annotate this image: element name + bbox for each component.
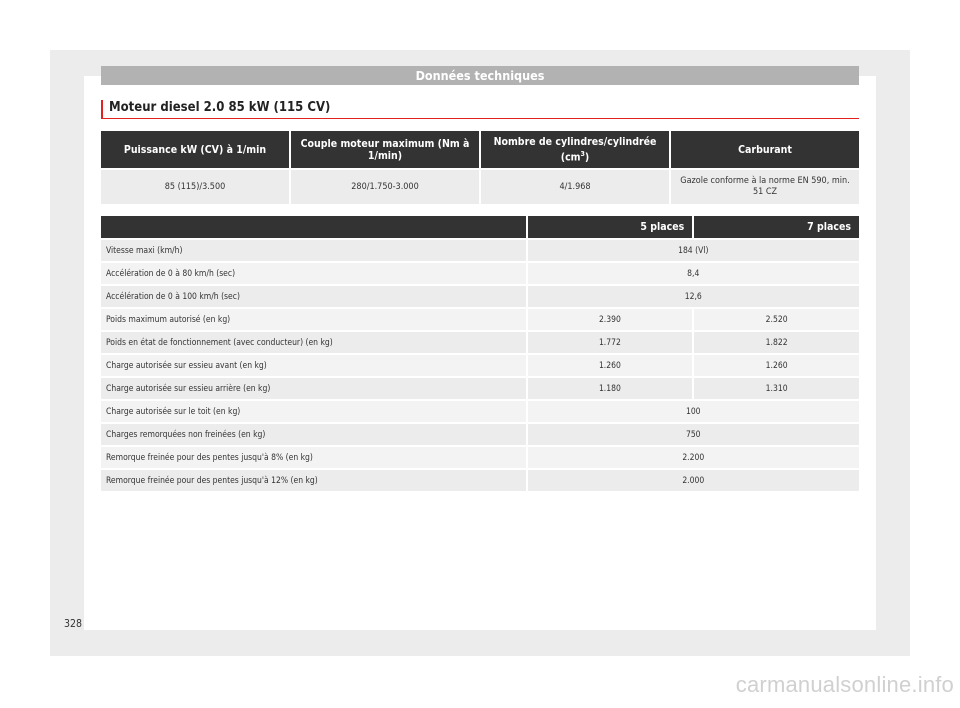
cell-torque: 280/1.750-3.000	[291, 170, 479, 204]
row-label: Charge autorisée sur le toit (en kg)	[101, 401, 526, 422]
header-cylinders-text: Nombre de cylindres/cylindrée (cm	[493, 135, 657, 164]
row-value: 2.000	[528, 470, 859, 491]
row-value-7-places: 1.260	[694, 355, 859, 376]
cell-fuel: Gazole conforme à la norme EN 590, min. 51 CZ	[671, 170, 859, 204]
row-value: 12,6	[528, 286, 859, 307]
header-cylinders	[481, 131, 669, 168]
header-7-places: 7 places	[694, 216, 859, 238]
row-label: Charges remorquées non freinées (en kg)	[101, 424, 526, 445]
table-row	[101, 378, 859, 399]
row-label: Remorque freinée pour des pentes jusqu'à 8% (en kg)	[101, 447, 526, 468]
row-label: Poids en état de fonctionnement (avec conducteur) (en kg)	[101, 332, 526, 353]
row-value-5-places: 1.180	[528, 378, 693, 399]
header-cylinders-sup: 3	[580, 149, 585, 158]
spec-table-header	[101, 216, 859, 238]
cell-power: 85 (115)/3.500	[101, 170, 289, 204]
header-torque: Couple moteur maximum (Nm à 1/min)	[291, 131, 479, 168]
table-row	[101, 240, 859, 261]
table-row	[101, 332, 859, 353]
table-row	[101, 355, 859, 376]
row-value: 750	[528, 424, 859, 445]
table-row	[101, 286, 859, 307]
table-row	[101, 309, 859, 330]
engine-table	[99, 129, 861, 206]
row-label: Charge autorisée sur essieu avant (en kg)	[101, 355, 526, 376]
table-row	[101, 401, 859, 422]
row-value: 184 (Vl)	[528, 240, 859, 261]
header-power: Puissance kW (CV) à 1/min	[101, 131, 289, 168]
row-label: Poids maximum autorisé (en kg)	[101, 309, 526, 330]
row-label: Remorque freinée pour des pentes jusqu'à 12% (en kg)	[101, 470, 526, 491]
header-fuel: Carburant	[671, 131, 859, 168]
row-value-5-places: 1.772	[528, 332, 693, 353]
row-value: 100	[528, 401, 859, 422]
row-label: Charge autorisée sur essieu arrière (en kg)	[101, 378, 526, 399]
section-header: Données techniques	[101, 66, 859, 85]
row-value-7-places: 1.822	[694, 332, 859, 353]
row-value-7-places: 2.520	[694, 309, 859, 330]
row-value: 2.200	[528, 447, 859, 468]
header-blank	[101, 216, 526, 238]
row-label: Accélération de 0 à 100 km/h (sec)	[101, 286, 526, 307]
table-row	[101, 263, 859, 284]
row-label: Vitesse maxi (km/h)	[101, 240, 526, 261]
row-label: Accélération de 0 à 80 km/h (sec)	[101, 263, 526, 284]
table-row	[101, 424, 859, 445]
header-cylinders-close: )	[584, 151, 590, 164]
row-value-5-places: 2.390	[528, 309, 693, 330]
cell-cylinders: 4/1.968	[481, 170, 669, 204]
table-row	[101, 447, 859, 468]
row-value-7-places: 1.310	[694, 378, 859, 399]
page-number: 328	[64, 618, 83, 630]
page-title: Moteur diesel 2.0 85 kW (115 CV)	[101, 100, 859, 119]
row-value-5-places: 1.260	[528, 355, 693, 376]
spec-table	[99, 214, 861, 493]
header-5-places: 5 places	[528, 216, 693, 238]
row-value: 8,4	[528, 263, 859, 284]
engine-table-row	[101, 170, 859, 204]
watermark: carmanualsonline.info	[735, 672, 954, 697]
engine-table-header	[101, 131, 859, 168]
table-row	[101, 470, 859, 491]
